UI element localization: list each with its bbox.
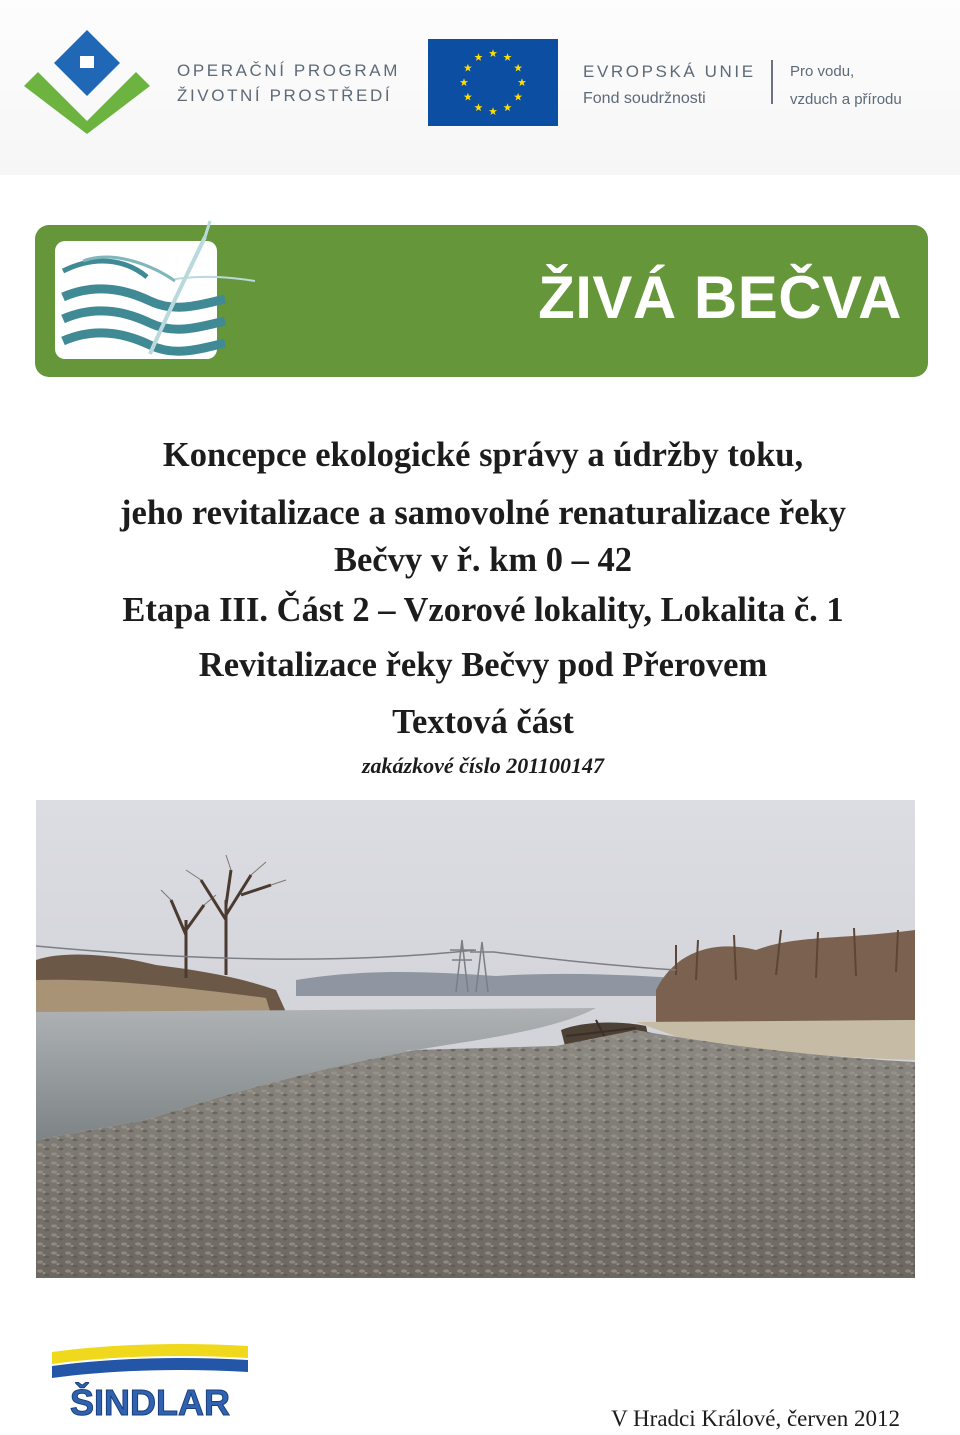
part-line: Textová část	[392, 703, 574, 741]
eu-line1: EVROPSKÁ UNIE	[583, 62, 756, 81]
stage-line: Etapa III. Část 2 – Vzorové lokality, Lokalita č. 1	[122, 591, 844, 629]
eu-flag-icon	[428, 39, 558, 126]
eu-name	[583, 58, 756, 112]
eu-line2: Fond soudržnosti	[583, 90, 706, 107]
slogan-line2: vzduch a přírodu	[790, 91, 902, 108]
program-line1: OPERAČNÍ PROGRAM	[177, 61, 400, 80]
fish-waves-logo-icon	[55, 241, 217, 359]
slogan	[790, 58, 902, 114]
opzp-logo-icon	[20, 28, 155, 136]
title-line1: Koncepce ekologické správy a údržby toku,	[162, 436, 804, 474]
project-banner	[35, 225, 928, 377]
operational-programme-name	[177, 58, 400, 108]
separator	[771, 60, 773, 104]
sindlar-logo-text: ŠINDLAR	[70, 1382, 230, 1420]
title-line3: Bečvy v ř. km 0 – 42	[333, 541, 632, 579]
river-gravel-bar-photo	[36, 800, 915, 1278]
place-date: V Hradci Králové, červen 2012	[611, 1406, 900, 1431]
program-line2: ŽIVOTNÍ PROSTŘEDÍ	[177, 86, 393, 105]
sindlar-logo	[50, 1340, 250, 1420]
project-line: Revitalizace řeky Bečvy pod Přerovem	[198, 646, 768, 684]
document-title-block	[0, 432, 960, 780]
slogan-line1: Pro vodu,	[790, 63, 855, 80]
title-line2: jeho revitalizace a samovolné renaturalizace řeky	[120, 494, 846, 532]
logo-band	[0, 0, 960, 175]
order-number: zakázkové číslo 201100147	[362, 753, 604, 778]
banner-title: ŽIVÁ BEČVA	[538, 264, 902, 331]
